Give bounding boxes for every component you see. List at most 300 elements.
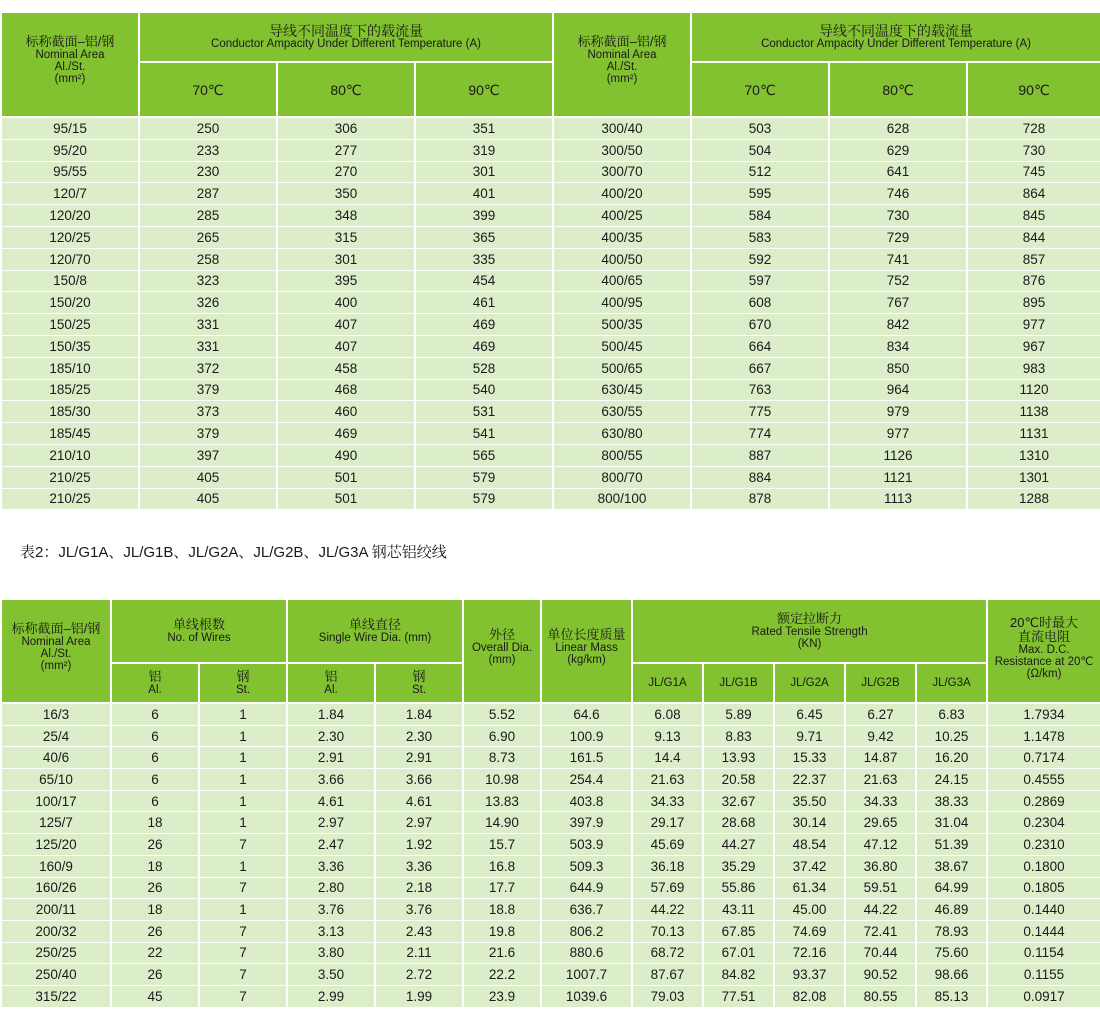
table-cell: 407	[277, 314, 415, 336]
table-cell: 120/7	[1, 183, 139, 205]
table-row	[1, 379, 1100, 401]
wires-header: 单线根数 No. of Wires	[111, 599, 287, 663]
table-cell: 95/20	[1, 139, 139, 161]
table-cell: 800/100	[553, 488, 691, 510]
table-cell: 468	[277, 379, 415, 401]
table-cell: 57.69	[632, 877, 703, 899]
table-cell: 500/35	[553, 314, 691, 336]
table-cell: 120/20	[1, 205, 139, 227]
table-cell: 1.99	[375, 985, 463, 1007]
table-cell: 490	[277, 444, 415, 466]
table-cell: 44.22	[845, 899, 916, 921]
nominal-area-header: 标称截面–铝/钢 Nominal Area Al./St. (mm²)	[1, 599, 111, 703]
table-cell: 210/10	[1, 444, 139, 466]
table-cell: 270	[277, 161, 415, 183]
table-cell: 1310	[967, 444, 1100, 466]
table-cell: 400/95	[553, 292, 691, 314]
table-cell: 85.13	[916, 985, 987, 1007]
table-cell: 40/6	[1, 747, 111, 769]
table-cell: 185/10	[1, 357, 139, 379]
table-cell: 29.65	[845, 812, 916, 834]
table-cell: 7	[199, 834, 287, 856]
table-cell: 400/35	[553, 226, 691, 248]
table-cell: 2.97	[375, 812, 463, 834]
table-cell: 1	[199, 812, 287, 834]
table-cell: 64.99	[916, 877, 987, 899]
table-cell: 504	[691, 139, 829, 161]
table-cell: 2.43	[375, 920, 463, 942]
table-cell: 10.98	[463, 769, 541, 791]
table-cell: 335	[415, 248, 553, 270]
table-cell: 84.82	[703, 964, 774, 986]
table-cell: 730	[967, 139, 1100, 161]
table-row	[1, 877, 1100, 899]
table-cell: 43.11	[703, 899, 774, 921]
table-row	[1, 248, 1100, 270]
table-cell: 5.52	[463, 703, 541, 725]
table-cell: 36.80	[845, 855, 916, 877]
table-cell: 74.69	[774, 920, 845, 942]
table-cell: 6.90	[463, 725, 541, 747]
table-cell: 300/50	[553, 139, 691, 161]
dc-resistance-header: 20℃时最大 直流电阻 Max. D.C. Resistance at 20℃ (Ω/km)	[987, 599, 1100, 703]
table-cell: 75.60	[916, 942, 987, 964]
table-cell: 95/15	[1, 117, 139, 139]
table-cell: 0.0917	[987, 985, 1100, 1007]
table-cell: 26	[111, 877, 199, 899]
table-cell: 18.8	[463, 899, 541, 921]
table-cell: 0.1805	[987, 877, 1100, 899]
table-cell: 315/22	[1, 985, 111, 1007]
table-cell: 306	[277, 117, 415, 139]
table-row	[1, 703, 1100, 725]
table-cell: 895	[967, 292, 1100, 314]
table-cell: 0.2869	[987, 790, 1100, 812]
table-row	[1, 834, 1100, 856]
ampacity-header-2: 导线不同温度下的载流量 Conductor Ampacity Under Different Temperature (A)	[691, 12, 1100, 62]
table-cell: 405	[139, 466, 277, 488]
table-cell: 95/55	[1, 161, 139, 183]
table-cell: 641	[829, 161, 967, 183]
table-cell: 9.71	[774, 725, 845, 747]
grade-g1b-header: JL/G1B	[703, 663, 774, 703]
table-cell: 35.50	[774, 790, 845, 812]
table-cell: 664	[691, 335, 829, 357]
table-cell: 200/11	[1, 899, 111, 921]
table-cell: 844	[967, 226, 1100, 248]
table-cell: 977	[967, 314, 1100, 336]
table-cell: 67.85	[703, 920, 774, 942]
table-cell: 34.33	[632, 790, 703, 812]
temp-90-header: 90℃	[415, 62, 553, 117]
table-cell: 23.9	[463, 985, 541, 1007]
table-cell: 258	[139, 248, 277, 270]
table-cell: 528	[415, 357, 553, 379]
table-cell: 403.8	[541, 790, 632, 812]
table-cell: 540	[415, 379, 553, 401]
table-cell: 0.2304	[987, 812, 1100, 834]
table-cell: 7	[199, 877, 287, 899]
table-cell: 150/35	[1, 335, 139, 357]
table-cell: 1007.7	[541, 964, 632, 986]
table-cell: 331	[139, 335, 277, 357]
table-cell: 979	[829, 401, 967, 423]
table-cell: 500/65	[553, 357, 691, 379]
table-cell: 2.80	[287, 877, 375, 899]
table-cell: 301	[277, 248, 415, 270]
table-cell: 17.7	[463, 877, 541, 899]
table-cell: 14.90	[463, 812, 541, 834]
table-cell: 983	[967, 357, 1100, 379]
table-cell: 0.1155	[987, 964, 1100, 986]
table-cell: 579	[415, 466, 553, 488]
table-cell: 70.44	[845, 942, 916, 964]
temp-70-header-2: 70℃	[691, 62, 829, 117]
table-cell: 185/25	[1, 379, 139, 401]
table-cell: 18	[111, 899, 199, 921]
table-cell: 72.41	[845, 920, 916, 942]
table-cell: 2.99	[287, 985, 375, 1007]
table-cell: 4.61	[375, 790, 463, 812]
table-cell: 44.27	[703, 834, 774, 856]
table-cell: 233	[139, 139, 277, 161]
table-row	[1, 790, 1100, 812]
table-cell: 1121	[829, 466, 967, 488]
table-cell: 150/8	[1, 270, 139, 292]
table-cell: 878	[691, 488, 829, 510]
table-cell: 1131	[967, 423, 1100, 445]
table-row	[1, 812, 1100, 834]
table-row	[1, 423, 1100, 445]
grade-g2a-header: JL/G2A	[774, 663, 845, 703]
table-row	[1, 117, 1100, 139]
table-cell: 45	[111, 985, 199, 1007]
table-row	[1, 488, 1100, 510]
table-cell: 350	[277, 183, 415, 205]
table-cell: 331	[139, 314, 277, 336]
table-cell: 2.11	[375, 942, 463, 964]
table-cell: 630/45	[553, 379, 691, 401]
table-cell: 501	[277, 466, 415, 488]
table-cell: 125/7	[1, 812, 111, 834]
table-cell: 323	[139, 270, 277, 292]
table-cell: 3.66	[375, 769, 463, 791]
wires-al-header: 铝 Al.	[111, 663, 199, 703]
table-cell: 25/4	[1, 725, 111, 747]
table-cell: 845	[967, 205, 1100, 227]
table-cell: 36.18	[632, 855, 703, 877]
table-cell: 26	[111, 920, 199, 942]
table-row	[1, 183, 1100, 205]
table-cell: 1138	[967, 401, 1100, 423]
table-cell: 454	[415, 270, 553, 292]
table-cell: 608	[691, 292, 829, 314]
table-cell: 98.66	[916, 964, 987, 986]
table-cell: 629	[829, 139, 967, 161]
table-cell: 0.7174	[987, 747, 1100, 769]
dia-st-header: 钢 St.	[375, 663, 463, 703]
grade-g3a-header: JL/G3A	[916, 663, 987, 703]
table-cell: 22	[111, 942, 199, 964]
table-cell: 774	[691, 423, 829, 445]
table-cell: 7	[199, 964, 287, 986]
table-cell: 38.67	[916, 855, 987, 877]
table-cell: 0.4555	[987, 769, 1100, 791]
table-cell: 7	[199, 985, 287, 1007]
table-cell: 65/10	[1, 769, 111, 791]
table-cell: 87.67	[632, 964, 703, 986]
grade-g2b-header: JL/G2B	[845, 663, 916, 703]
table-cell: 7	[199, 920, 287, 942]
table-cell: 401	[415, 183, 553, 205]
table-row	[1, 161, 1100, 183]
table-cell: 746	[829, 183, 967, 205]
table-cell: 185/45	[1, 423, 139, 445]
table-cell: 1	[199, 747, 287, 769]
table-cell: 509.3	[541, 855, 632, 877]
table-cell: 16/3	[1, 703, 111, 725]
table-cell: 379	[139, 423, 277, 445]
table-cell: 250/25	[1, 942, 111, 964]
table-cell: 592	[691, 248, 829, 270]
table-cell: 16.20	[916, 747, 987, 769]
table-cell: 964	[829, 379, 967, 401]
table-cell: 3.66	[287, 769, 375, 791]
table-row	[1, 401, 1100, 423]
table-cell: 644.9	[541, 877, 632, 899]
table-row	[1, 226, 1100, 248]
table-cell: 44.22	[632, 899, 703, 921]
table-cell: 775	[691, 401, 829, 423]
table-cell: 1	[199, 769, 287, 791]
table-cell: 301	[415, 161, 553, 183]
table-cell: 373	[139, 401, 277, 423]
table-cell: 79.03	[632, 985, 703, 1007]
table-cell: 29.17	[632, 812, 703, 834]
table-cell: 458	[277, 357, 415, 379]
table-cell: 460	[277, 401, 415, 423]
table-cell: 230	[139, 161, 277, 183]
table-cell: 120/70	[1, 248, 139, 270]
table-cell: 1.7934	[987, 703, 1100, 725]
table-cell: 125/20	[1, 834, 111, 856]
table-cell: 887	[691, 444, 829, 466]
table-cell: 469	[415, 314, 553, 336]
table-cell: 21.63	[632, 769, 703, 791]
table-cell: 469	[415, 335, 553, 357]
table-cell: 767	[829, 292, 967, 314]
table-cell: 6.08	[632, 703, 703, 725]
table-cell: 150/20	[1, 292, 139, 314]
table-cell: 4.61	[287, 790, 375, 812]
table-cell: 160/9	[1, 855, 111, 877]
table-cell: 351	[415, 117, 553, 139]
table-cell: 2.97	[287, 812, 375, 834]
table-cell: 630/80	[553, 423, 691, 445]
table-cell: 400/65	[553, 270, 691, 292]
table-cell: 319	[415, 139, 553, 161]
table-cell: 210/25	[1, 466, 139, 488]
table-cell: 2.18	[375, 877, 463, 899]
table-cell: 397	[139, 444, 277, 466]
table-cell: 399	[415, 205, 553, 227]
table-cell: 160/26	[1, 877, 111, 899]
table-cell: 15.33	[774, 747, 845, 769]
table-cell: 884	[691, 466, 829, 488]
table-row	[1, 920, 1100, 942]
grade-g1a-header: JL/G1A	[632, 663, 703, 703]
table-cell: 763	[691, 379, 829, 401]
wire-dia-header: 单线直径 Single Wire Dia. (mm)	[287, 599, 463, 663]
table-row	[1, 855, 1100, 877]
table-cell: 51.39	[916, 834, 987, 856]
table-cell: 541	[415, 423, 553, 445]
table-cell: 597	[691, 270, 829, 292]
table-cell: 400/25	[553, 205, 691, 227]
table-cell: 880.6	[541, 942, 632, 964]
table-cell: 68.72	[632, 942, 703, 964]
table-cell: 400/50	[553, 248, 691, 270]
table-cell: 80.55	[845, 985, 916, 1007]
temp-80-header: 80℃	[277, 62, 415, 117]
table-cell: 14.4	[632, 747, 703, 769]
table-row	[1, 205, 1100, 227]
table-cell: 28.68	[703, 812, 774, 834]
nominal-area-header-2: 标称截面–铝/钢 Nominal Area Al./St. (mm²)	[553, 12, 691, 117]
table-cell: 90.52	[845, 964, 916, 986]
table-row	[1, 769, 1100, 791]
table-row	[1, 335, 1100, 357]
table-cell: 1.84	[287, 703, 375, 725]
table-cell: 365	[415, 226, 553, 248]
table-cell: 2.91	[375, 747, 463, 769]
table-cell: 348	[277, 205, 415, 227]
table-cell: 77.51	[703, 985, 774, 1007]
temp-70-header: 70℃	[139, 62, 277, 117]
table-row	[1, 314, 1100, 336]
table-cell: 6.83	[916, 703, 987, 725]
table-cell: 285	[139, 205, 277, 227]
table-cell: 3.50	[287, 964, 375, 986]
table-cell: 1	[199, 790, 287, 812]
table-cell: 15.7	[463, 834, 541, 856]
table-cell: 9.13	[632, 725, 703, 747]
table-cell: 9.42	[845, 725, 916, 747]
table-cell: 250/40	[1, 964, 111, 986]
table-cell: 372	[139, 357, 277, 379]
overall-dia-header: 外径 Overall Dia. (mm)	[463, 599, 541, 703]
table-row	[1, 725, 1100, 747]
table-cell: 64.6	[541, 703, 632, 725]
table-cell: 46.89	[916, 899, 987, 921]
table-cell: 503	[691, 117, 829, 139]
table-cell: 93.37	[774, 964, 845, 986]
table-cell: 150/25	[1, 314, 139, 336]
table-cell: 400/20	[553, 183, 691, 205]
ampacity-header: 导线不同温度下的载流量 Conductor Ampacity Under Different Temperature (A)	[139, 12, 553, 62]
table-row	[1, 357, 1100, 379]
temp-80-header-2: 80℃	[829, 62, 967, 117]
table-cell: 67.01	[703, 942, 774, 964]
table-cell: 857	[967, 248, 1100, 270]
table-cell: 977	[829, 423, 967, 445]
nominal-area-header: 标称截面–铝/钢 Nominal Area Al./St. (mm²)	[1, 12, 139, 117]
table-cell: 6	[111, 747, 199, 769]
temp-90-header-2: 90℃	[967, 62, 1100, 117]
table-cell: 3.80	[287, 942, 375, 964]
table-row	[1, 985, 1100, 1007]
table-cell: 59.51	[845, 877, 916, 899]
table-cell: 741	[829, 248, 967, 270]
table-cell: 728	[967, 117, 1100, 139]
table-cell: 287	[139, 183, 277, 205]
conductor-spec-table-body	[1, 703, 1100, 1007]
table-cell: 45.00	[774, 899, 845, 921]
table-cell: 1113	[829, 488, 967, 510]
table-cell: 22.37	[774, 769, 845, 791]
table-cell: 834	[829, 335, 967, 357]
linear-mass-header: 单位长度质量 Linear Mass (kg/km)	[541, 599, 632, 703]
table-cell: 47.12	[845, 834, 916, 856]
table-cell: 729	[829, 226, 967, 248]
table-cell: 850	[829, 357, 967, 379]
table-cell: 2.72	[375, 964, 463, 986]
table-row	[1, 964, 1100, 986]
rated-tensile-header: 额定拉断力 Rated Tensile Strength (KN)	[632, 599, 987, 663]
table-cell: 48.54	[774, 834, 845, 856]
table-cell: 667	[691, 357, 829, 379]
table-row	[1, 942, 1100, 964]
table-cell: 531	[415, 401, 553, 423]
table-row	[1, 444, 1100, 466]
table-cell: 21.6	[463, 942, 541, 964]
table-cell: 70.13	[632, 920, 703, 942]
table-cell: 1	[199, 725, 287, 747]
table-cell: 37.42	[774, 855, 845, 877]
table-cell: 800/55	[553, 444, 691, 466]
table-cell: 2.30	[287, 725, 375, 747]
table-row	[1, 270, 1100, 292]
table-cell: 14.87	[845, 747, 916, 769]
table-cell: 250	[139, 117, 277, 139]
table-cell: 38.33	[916, 790, 987, 812]
table-row	[1, 139, 1100, 161]
table-cell: 210/25	[1, 488, 139, 510]
table-cell: 32.67	[703, 790, 774, 812]
table-cell: 584	[691, 205, 829, 227]
table2-caption: 表2：JL/G1A、JL/G1B、JL/G2A、JL/G2B、JL/G3A 钢芯铝绞线	[20, 544, 447, 561]
table-cell: 300/70	[553, 161, 691, 183]
table-cell: 185/30	[1, 401, 139, 423]
table-row	[1, 292, 1100, 314]
table-cell: 0.1800	[987, 855, 1100, 877]
table-cell: 254.4	[541, 769, 632, 791]
table-cell: 1	[199, 855, 287, 877]
table-cell: 13.93	[703, 747, 774, 769]
table-cell: 1039.6	[541, 985, 632, 1007]
table-cell: 595	[691, 183, 829, 205]
table-cell: 200/32	[1, 920, 111, 942]
table-cell: 26	[111, 964, 199, 986]
table-cell: 19.8	[463, 920, 541, 942]
table-cell: 565	[415, 444, 553, 466]
table-cell: 0.1444	[987, 920, 1100, 942]
ampacity-table	[0, 11, 1100, 510]
table-cell: 500/45	[553, 335, 691, 357]
table-cell: 628	[829, 117, 967, 139]
table-cell: 55.86	[703, 877, 774, 899]
table-cell: 876	[967, 270, 1100, 292]
